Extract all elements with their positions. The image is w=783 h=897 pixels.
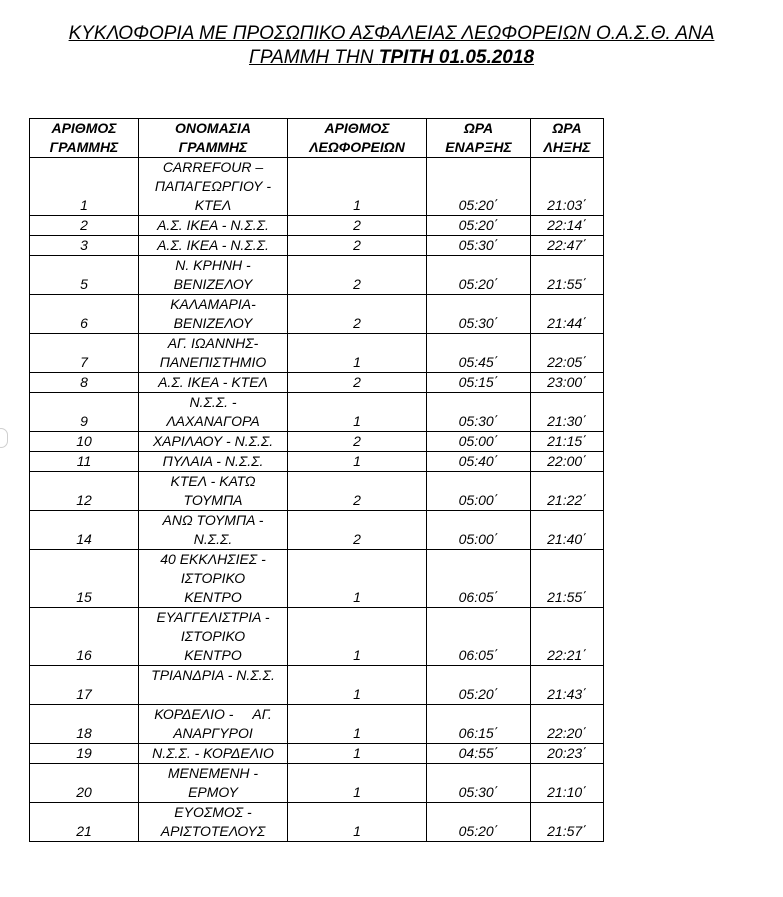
- cell-line-name-part: ΚΑΛΑΜΑΡΙΑ-: [170, 296, 256, 312]
- cell-end-time: 22:20΄: [531, 705, 604, 744]
- cell-line-name-part: ΚΤΕΛ - ΚΑΤΩ: [170, 473, 256, 489]
- table-header-row: [30, 119, 604, 158]
- cell-line-number: 19: [30, 744, 139, 764]
- cell-line-name-part: ΕΥΑΓΓΕΛΙΣΤΡΙΑ -: [156, 609, 270, 625]
- cell-line-name-part: Α.Σ. ΙΚΕΑ - Ν.Σ.Σ.: [157, 217, 269, 233]
- cell-end-time: 22:14΄: [531, 216, 604, 236]
- cell-line-number: 8: [30, 373, 139, 393]
- cell-end-time: 21:10΄: [531, 764, 604, 803]
- cell-line-name-part: ΜΕΝΕΜΕΝΗ -: [167, 765, 259, 781]
- title-date: ΤΡΙΤΗ 01.05.2018: [378, 47, 535, 68]
- cell-line-name: [139, 295, 288, 334]
- cell-line-number: 9: [30, 393, 139, 432]
- cell-bus-count: 1: [288, 550, 427, 608]
- header-line-name: ΟΝΟΜΑΣΙΑ ΓΡΑΜΜΗΣ: [139, 119, 288, 158]
- cell-line-name: [139, 256, 288, 295]
- cell-start-time: 05:30΄: [427, 764, 531, 803]
- table-row: [30, 666, 604, 705]
- cell-line-name: [139, 705, 288, 744]
- cell-line-name: [139, 764, 288, 803]
- page-title: [0, 22, 783, 70]
- table-row: [30, 334, 604, 373]
- cell-line-name: [139, 803, 288, 842]
- table-row: [30, 511, 604, 550]
- cell-end-time: 21:43΄: [531, 666, 604, 705]
- cell-line-number: 18: [30, 705, 139, 744]
- cell-start-time: 05:20΄: [427, 216, 531, 236]
- cell-line-name-part: ΑΝΑΡΓΥΡΟΙ: [173, 725, 253, 741]
- cell-line-number: 14: [30, 511, 139, 550]
- cell-line-number: 12: [30, 472, 139, 511]
- title-line-1: ΚΥΚΛΟΦΟΡΙΑ ΜΕ ΠΡΟΣΩΠΙΚΟ ΑΣΦΑΛΕΙΑΣ ΛΕΩΦΟΡΕΙΩΝ Ο.Α.Σ.Θ. ΑΝΑ: [68, 23, 715, 44]
- cell-line-name-part: ΛΑΧΑΝΑΓΟΡΑ: [166, 413, 260, 429]
- cell-bus-count: 2: [288, 432, 427, 452]
- table-row: [30, 373, 604, 393]
- table-row: [30, 393, 604, 432]
- cell-line-number: 2: [30, 216, 139, 236]
- cell-bus-count: 1: [288, 803, 427, 842]
- cell-line-name-part: Α.Σ. ΙΚΕΑ - Ν.Σ.Σ.: [157, 237, 269, 253]
- cell-line-name: [139, 550, 288, 608]
- cell-bus-count: 1: [288, 666, 427, 705]
- cell-line-name-part: ΙΣΤΟΡΙΚΟ: [180, 628, 246, 644]
- cell-line-number: 16: [30, 608, 139, 666]
- cell-end-time: 22:21΄: [531, 608, 604, 666]
- table-row: [30, 236, 604, 256]
- cell-line-number: 17: [30, 666, 139, 705]
- cell-end-time: 23:00΄: [531, 373, 604, 393]
- cell-line-name-part: ΕΥΟΣΜΟΣ -: [174, 804, 252, 820]
- cell-line-name-part: ΧΑΡΙΛΑΟΥ - Ν.Σ.Σ.: [152, 433, 274, 449]
- cell-line-name-part: ΚΤΕΛ: [194, 197, 232, 213]
- cell-line-name-part: Ν.Σ.Σ. - ΚΟΡΔΕΛΙΟ: [152, 745, 274, 761]
- cell-line-name: [139, 432, 288, 452]
- cell-end-time: 21:55΄: [531, 256, 604, 295]
- cell-line-name-part: CARREFOUR –: [162, 159, 264, 175]
- table-row: [30, 744, 604, 764]
- cell-line-name: [139, 393, 288, 432]
- cell-line-name: [139, 334, 288, 373]
- cell-line-name-part: 40 ΕΚΚΛΗΣΙΕΣ -: [160, 551, 266, 567]
- table-row: [30, 452, 604, 472]
- cell-line-name-part: ΚΕΝΤΡΟ: [184, 647, 242, 663]
- table-row: [30, 803, 604, 842]
- cell-line-number: 10: [30, 432, 139, 452]
- cell-line-name-part: ΠΥΛΑΙΑ - Ν.Σ.Σ.: [162, 453, 264, 469]
- cell-line-name-part: ΕΡΜΟΥ: [188, 784, 238, 800]
- cell-line-name: [139, 511, 288, 550]
- table-row: [30, 216, 604, 236]
- cell-end-time: 21:44΄: [531, 295, 604, 334]
- cell-bus-count: 2: [288, 236, 427, 256]
- cell-end-time: 20:23΄: [531, 744, 604, 764]
- cell-start-time: 05:15΄: [427, 373, 531, 393]
- scroll-edge-handle: [0, 428, 8, 448]
- header-end-time: ΩΡΑ ΛΗΞΗΣ: [531, 119, 604, 158]
- cell-line-name: [139, 666, 288, 705]
- cell-line-number: 6: [30, 295, 139, 334]
- cell-line-number: 15: [30, 550, 139, 608]
- cell-start-time: 05:30΄: [427, 393, 531, 432]
- cell-bus-count: 1: [288, 158, 427, 216]
- cell-line-name-part: ΑΓ. ΙΩΑΝΝΗΣ-: [167, 335, 259, 351]
- cell-start-time: 05:30΄: [427, 236, 531, 256]
- cell-line-name-part: ΚΟΡΔΕΛΙΟ - ΑΓ.: [154, 706, 272, 722]
- cell-end-time: 22:00΄: [531, 452, 604, 472]
- cell-end-time: 21:15΄: [531, 432, 604, 452]
- table-row: [30, 705, 604, 744]
- cell-end-time: 22:05΄: [531, 334, 604, 373]
- header-start-time: ΩΡΑ ΕΝΑΡΞΗΣ: [427, 119, 531, 158]
- cell-start-time: 04:55΄: [427, 744, 531, 764]
- cell-start-time: 05:20΄: [427, 158, 531, 216]
- schedule-table: [29, 118, 604, 842]
- table-row: [30, 256, 604, 295]
- table-row: [30, 295, 604, 334]
- header-bus-count: ΑΡΙΘΜΟΣ ΛΕΩΦΟΡΕΙΩΝ: [288, 119, 427, 158]
- cell-line-number: 11: [30, 452, 139, 472]
- cell-line-number: 3: [30, 236, 139, 256]
- cell-bus-count: 2: [288, 216, 427, 236]
- cell-end-time: 21:03΄: [531, 158, 604, 216]
- cell-line-name: [139, 373, 288, 393]
- cell-start-time: 06:15΄: [427, 705, 531, 744]
- cell-start-time: 05:45΄: [427, 334, 531, 373]
- cell-bus-count: 1: [288, 393, 427, 432]
- cell-line-name-part: ΠΑΝΕΠΙΣΤΗΜΙΟ: [159, 354, 267, 370]
- table-row: [30, 432, 604, 452]
- cell-line-name: [139, 236, 288, 256]
- cell-line-number: 5: [30, 256, 139, 295]
- cell-start-time: 05:00΄: [427, 472, 531, 511]
- cell-bus-count: 2: [288, 511, 427, 550]
- cell-start-time: 05:20΄: [427, 803, 531, 842]
- cell-line-name: [139, 744, 288, 764]
- cell-start-time: 05:20΄: [427, 256, 531, 295]
- table-row: [30, 764, 604, 803]
- cell-line-name-part: ΠΑΠΑΓΕΩΡΓΙΟΥ -: [154, 178, 272, 194]
- header-line-number: ΑΡΙΘΜΟΣ ΓΡΑΜΜΗΣ: [30, 119, 139, 158]
- cell-line-name: [139, 158, 288, 216]
- cell-line-name-part: Ν. ΚΡΗΝΗ -: [175, 257, 251, 273]
- cell-bus-count: 1: [288, 764, 427, 803]
- cell-start-time: 05:40΄: [427, 452, 531, 472]
- cell-line-name-part: ΒΕΝΙΖΕΛΟΥ: [173, 276, 253, 292]
- cell-line-number: 7: [30, 334, 139, 373]
- cell-start-time: 05:20΄: [427, 666, 531, 705]
- cell-end-time: 21:30΄: [531, 393, 604, 432]
- cell-line-name-part: Ν.Σ.Σ. -: [189, 394, 237, 410]
- table-row: [30, 158, 604, 216]
- cell-start-time: 05:00΄: [427, 432, 531, 452]
- cell-line-name-part: ΚΕΝΤΡΟ: [184, 589, 242, 605]
- table-row: [30, 550, 604, 608]
- cell-line-number: 20: [30, 764, 139, 803]
- cell-line-name: [139, 216, 288, 236]
- cell-start-time: 06:05΄: [427, 550, 531, 608]
- cell-end-time: 21:55΄: [531, 550, 604, 608]
- cell-bus-count: 2: [288, 373, 427, 393]
- cell-line-name-part: ΤΡΙΑΝΔΡΙΑ - Ν.Σ.Σ.: [151, 667, 275, 683]
- cell-line-name-part: Ν.Σ.Σ.: [193, 531, 233, 547]
- table-row: [30, 472, 604, 511]
- cell-line-name-part: ΙΣΤΟΡΙΚΟ: [180, 570, 246, 586]
- cell-bus-count: 1: [288, 452, 427, 472]
- cell-start-time: 05:00΄: [427, 511, 531, 550]
- cell-line-number: 1: [30, 158, 139, 216]
- cell-end-time: 22:47΄: [531, 236, 604, 256]
- cell-bus-count: 2: [288, 295, 427, 334]
- cell-end-time: 21:22΄: [531, 472, 604, 511]
- cell-line-name-part: ΤΟΥΜΠΑ: [183, 492, 243, 508]
- cell-line-name: [139, 608, 288, 666]
- cell-line-name-part: ΒΕΝΙΖΕΛΟΥ: [173, 315, 253, 331]
- cell-bus-count: 1: [288, 334, 427, 373]
- cell-start-time: 06:05΄: [427, 608, 531, 666]
- cell-bus-count: 2: [288, 256, 427, 295]
- title-line-2: [0, 46, 783, 70]
- cell-bus-count: 1: [288, 744, 427, 764]
- cell-end-time: 21:57΄: [531, 803, 604, 842]
- cell-bus-count: 1: [288, 608, 427, 666]
- cell-line-name-part: ΑΝΩ ΤΟΥΜΠΑ -: [162, 512, 264, 528]
- cell-line-name: [139, 472, 288, 511]
- cell-bus-count: 2: [288, 472, 427, 511]
- cell-line-name-part: Α.Σ. ΙΚΕΑ - ΚΤΕΛ: [158, 374, 268, 390]
- table-row: [30, 608, 604, 666]
- cell-start-time: 05:30΄: [427, 295, 531, 334]
- cell-end-time: 21:40΄: [531, 511, 604, 550]
- title-line-2-prefix: ΓΡΑΜΜΗ ΤΗΝ: [248, 47, 379, 68]
- cell-line-number: 21: [30, 803, 139, 842]
- cell-bus-count: 1: [288, 705, 427, 744]
- cell-line-name-part: ΑΡΙΣΤΟΤΕΛΟΥΣ: [160, 823, 266, 839]
- cell-line-name: [139, 452, 288, 472]
